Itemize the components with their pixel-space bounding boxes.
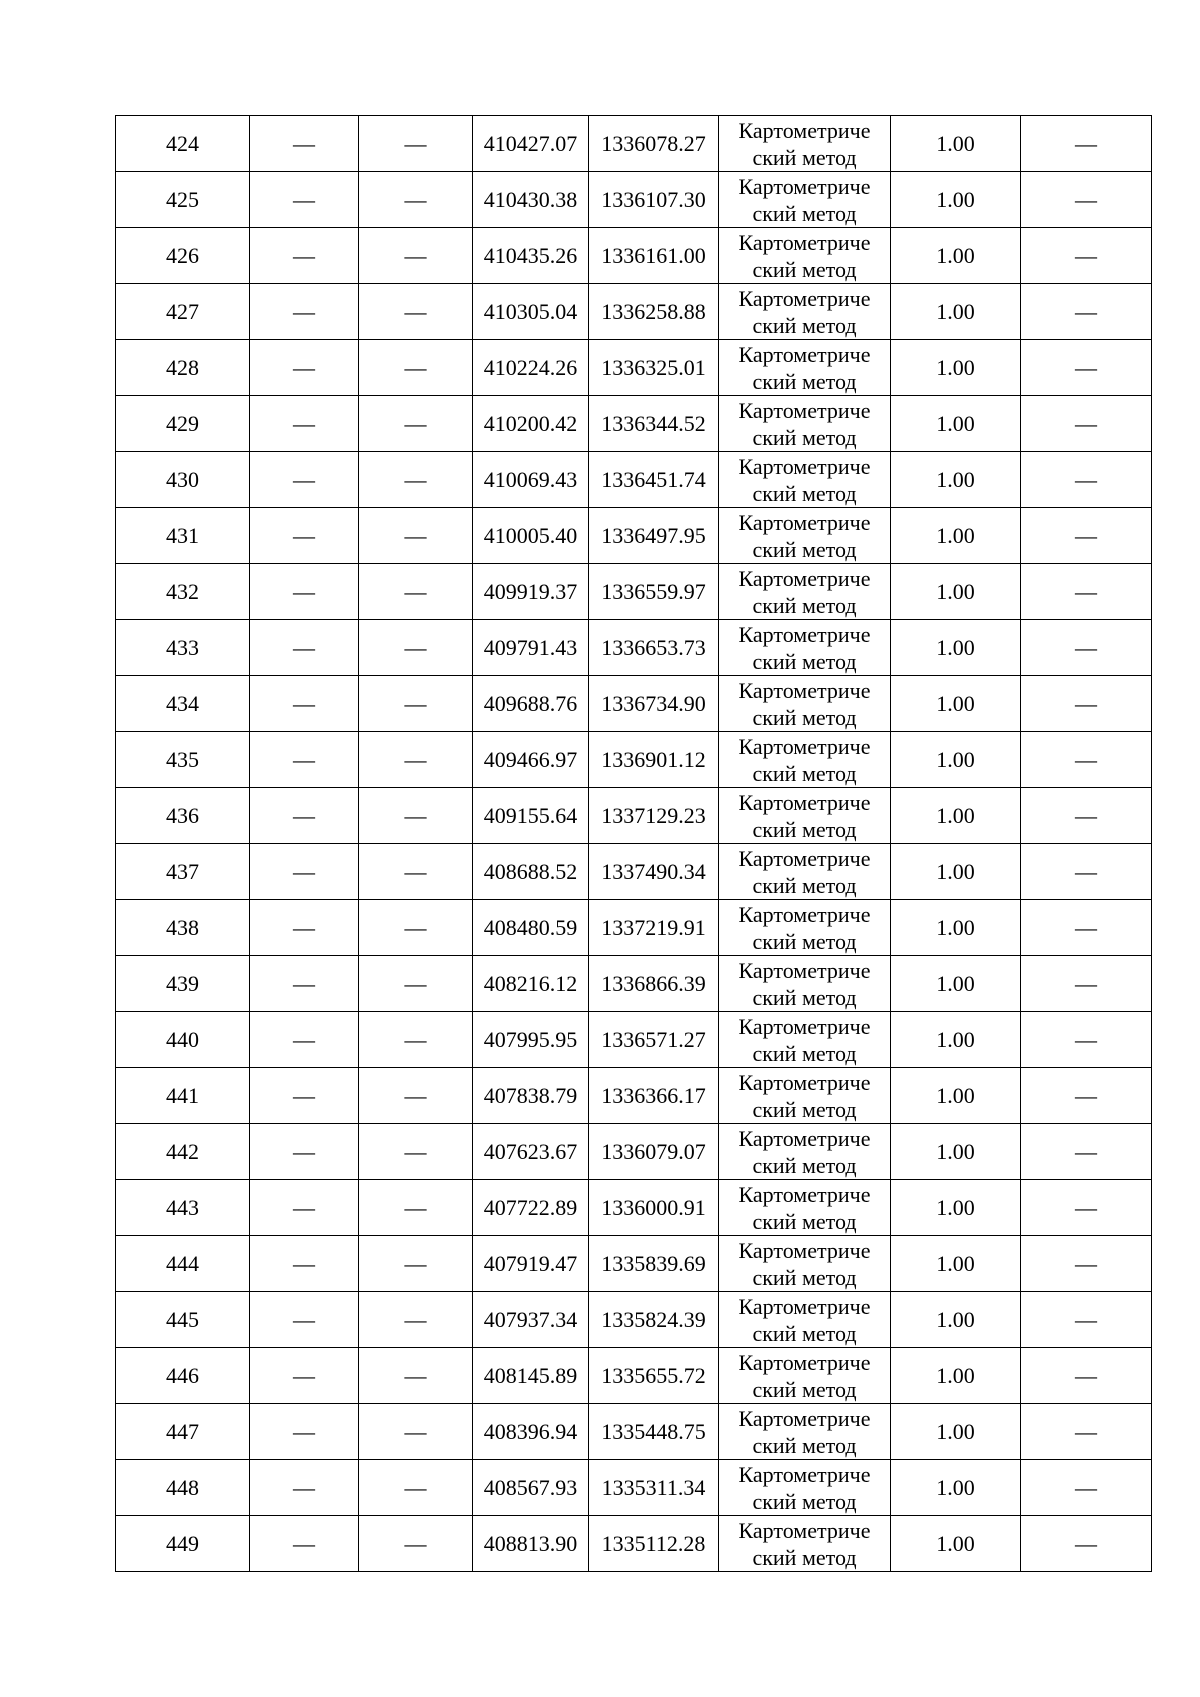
method-cell <box>719 508 891 564</box>
y-coordinate-cell: 1336451.74 <box>589 452 719 508</box>
empty-column-8-cell: — <box>1021 1236 1152 1292</box>
y-coordinate-cell: 1336344.52 <box>589 396 719 452</box>
method-line: Картометриче <box>738 1461 871 1487</box>
empty-column-2-cell: — <box>250 1236 359 1292</box>
empty-column-8-cell: — <box>1021 900 1152 956</box>
table-row <box>116 172 1152 228</box>
method-cell <box>719 1348 891 1404</box>
method-cell <box>719 452 891 508</box>
method-cell <box>719 1516 891 1572</box>
table-row <box>116 1404 1152 1460</box>
method-line: Картометриче <box>738 229 871 255</box>
method-line: ский метод <box>752 872 857 898</box>
precision-cell: 1.00 <box>891 1012 1021 1068</box>
empty-column-3-cell: — <box>359 508 473 564</box>
empty-column-8-cell: — <box>1021 1012 1152 1068</box>
table-row <box>116 620 1152 676</box>
y-coordinate-cell: 1335112.28 <box>589 1516 719 1572</box>
y-coordinate-cell: 1336734.90 <box>589 676 719 732</box>
x-coordinate-cell: 408688.52 <box>473 844 589 900</box>
precision-cell: 1.00 <box>891 732 1021 788</box>
empty-column-3-cell: — <box>359 452 473 508</box>
x-coordinate-cell: 407995.95 <box>473 1012 589 1068</box>
method-line: ский метод <box>752 1096 857 1122</box>
empty-column-3-cell: — <box>359 900 473 956</box>
method-cell <box>719 1068 891 1124</box>
method-line: Картометриче <box>738 173 871 199</box>
point-number-cell: 425 <box>116 172 250 228</box>
y-coordinate-cell: 1336653.73 <box>589 620 719 676</box>
empty-column-8-cell: — <box>1021 284 1152 340</box>
method-line: ский метод <box>752 704 857 730</box>
empty-column-2-cell: — <box>250 620 359 676</box>
empty-column-2-cell: — <box>250 172 359 228</box>
empty-column-8-cell: — <box>1021 564 1152 620</box>
empty-column-3-cell: — <box>359 1180 473 1236</box>
y-coordinate-cell: 1335311.34 <box>589 1460 719 1516</box>
empty-column-3-cell: — <box>359 172 473 228</box>
method-cell <box>719 1404 891 1460</box>
y-coordinate-cell: 1337490.34 <box>589 844 719 900</box>
precision-cell: 1.00 <box>891 1068 1021 1124</box>
empty-column-8-cell: — <box>1021 788 1152 844</box>
y-coordinate-cell: 1336901.12 <box>589 732 719 788</box>
empty-column-8-cell: — <box>1021 1404 1152 1460</box>
x-coordinate-cell: 408145.89 <box>473 1348 589 1404</box>
method-cell <box>719 1292 891 1348</box>
precision-cell: 1.00 <box>891 956 1021 1012</box>
method-line: Картометриче <box>738 957 871 983</box>
y-coordinate-cell: 1335839.69 <box>589 1236 719 1292</box>
x-coordinate-cell: 408396.94 <box>473 1404 589 1460</box>
method-line: Картометриче <box>738 1517 871 1543</box>
method-cell <box>719 788 891 844</box>
empty-column-3-cell: — <box>359 1460 473 1516</box>
method-line: ский метод <box>752 312 857 338</box>
precision-cell: 1.00 <box>891 1460 1021 1516</box>
method-line: Картометриче <box>738 1013 871 1039</box>
method-cell <box>719 1012 891 1068</box>
empty-column-8-cell: — <box>1021 676 1152 732</box>
method-cell <box>719 676 891 732</box>
x-coordinate-cell: 410427.07 <box>473 116 589 172</box>
empty-column-2-cell: — <box>250 1404 359 1460</box>
empty-column-8-cell: — <box>1021 172 1152 228</box>
empty-column-8-cell: — <box>1021 1292 1152 1348</box>
table-row <box>116 228 1152 284</box>
table-row <box>116 564 1152 620</box>
y-coordinate-cell: 1337129.23 <box>589 788 719 844</box>
empty-column-2-cell: — <box>250 284 359 340</box>
empty-column-8-cell: — <box>1021 452 1152 508</box>
empty-column-8-cell: — <box>1021 1460 1152 1516</box>
table-row <box>116 1236 1152 1292</box>
empty-column-3-cell: — <box>359 1516 473 1572</box>
x-coordinate-cell: 410069.43 <box>473 452 589 508</box>
empty-column-3-cell: — <box>359 676 473 732</box>
x-coordinate-cell: 410435.26 <box>473 228 589 284</box>
precision-cell: 1.00 <box>891 1124 1021 1180</box>
empty-column-8-cell: — <box>1021 228 1152 284</box>
empty-column-2-cell: — <box>250 564 359 620</box>
method-line: ский метод <box>752 1208 857 1234</box>
empty-column-2-cell: — <box>250 1012 359 1068</box>
table-row <box>116 1292 1152 1348</box>
precision-cell: 1.00 <box>891 788 1021 844</box>
coordinates-table <box>115 115 1152 1572</box>
x-coordinate-cell: 410224.26 <box>473 340 589 396</box>
precision-cell: 1.00 <box>891 1348 1021 1404</box>
precision-cell: 1.00 <box>891 340 1021 396</box>
point-number-cell: 446 <box>116 1348 250 1404</box>
empty-column-3-cell: — <box>359 1068 473 1124</box>
empty-column-3-cell: — <box>359 396 473 452</box>
method-line: ский метод <box>752 760 857 786</box>
y-coordinate-cell: 1335655.72 <box>589 1348 719 1404</box>
empty-column-2-cell: — <box>250 900 359 956</box>
empty-column-3-cell: — <box>359 228 473 284</box>
method-cell <box>719 116 891 172</box>
empty-column-8-cell: — <box>1021 956 1152 1012</box>
empty-column-2-cell: — <box>250 1292 359 1348</box>
method-line: ский метод <box>752 144 857 170</box>
method-line: Картометриче <box>738 341 871 367</box>
coordinates-table-body <box>116 116 1152 1572</box>
empty-column-2-cell: — <box>250 340 359 396</box>
x-coordinate-cell: 409155.64 <box>473 788 589 844</box>
precision-cell: 1.00 <box>891 564 1021 620</box>
empty-column-2-cell: — <box>250 732 359 788</box>
method-cell <box>719 732 891 788</box>
method-line: ский метод <box>752 592 857 618</box>
point-number-cell: 438 <box>116 900 250 956</box>
table-row <box>116 452 1152 508</box>
y-coordinate-cell: 1336078.27 <box>589 116 719 172</box>
method-line: Картометриче <box>738 1349 871 1375</box>
empty-column-2-cell: — <box>250 1068 359 1124</box>
empty-column-2-cell: — <box>250 1516 359 1572</box>
empty-column-3-cell: — <box>359 1348 473 1404</box>
y-coordinate-cell: 1336866.39 <box>589 956 719 1012</box>
precision-cell: 1.00 <box>891 900 1021 956</box>
x-coordinate-cell: 409919.37 <box>473 564 589 620</box>
table-row <box>116 284 1152 340</box>
empty-column-8-cell: — <box>1021 1348 1152 1404</box>
x-coordinate-cell: 407937.34 <box>473 1292 589 1348</box>
point-number-cell: 433 <box>116 620 250 676</box>
empty-column-8-cell: — <box>1021 340 1152 396</box>
y-coordinate-cell: 1336258.88 <box>589 284 719 340</box>
table-row <box>116 676 1152 732</box>
table-row <box>116 116 1152 172</box>
point-number-cell: 445 <box>116 1292 250 1348</box>
method-line: Картометриче <box>738 285 871 311</box>
empty-column-3-cell: — <box>359 732 473 788</box>
method-cell <box>719 844 891 900</box>
method-line: Картометриче <box>738 1181 871 1207</box>
precision-cell: 1.00 <box>891 228 1021 284</box>
method-line: ский метод <box>752 1040 857 1066</box>
point-number-cell: 437 <box>116 844 250 900</box>
empty-column-3-cell: — <box>359 956 473 1012</box>
precision-cell: 1.00 <box>891 676 1021 732</box>
precision-cell: 1.00 <box>891 1404 1021 1460</box>
empty-column-2-cell: — <box>250 788 359 844</box>
method-line: ский метод <box>752 648 857 674</box>
precision-cell: 1.00 <box>891 1236 1021 1292</box>
method-line: Картометриче <box>738 1237 871 1263</box>
table-row <box>116 956 1152 1012</box>
method-line: Картометриче <box>738 453 871 479</box>
empty-column-2-cell: — <box>250 228 359 284</box>
y-coordinate-cell: 1335824.39 <box>589 1292 719 1348</box>
method-cell <box>719 340 891 396</box>
point-number-cell: 429 <box>116 396 250 452</box>
empty-column-8-cell: — <box>1021 1180 1152 1236</box>
method-line: Картометриче <box>738 1069 871 1095</box>
precision-cell: 1.00 <box>891 1516 1021 1572</box>
empty-column-2-cell: — <box>250 1348 359 1404</box>
x-coordinate-cell: 407722.89 <box>473 1180 589 1236</box>
empty-column-2-cell: — <box>250 1180 359 1236</box>
empty-column-3-cell: — <box>359 1404 473 1460</box>
method-line: ский метод <box>752 200 857 226</box>
method-line: ский метод <box>752 1432 857 1458</box>
precision-cell: 1.00 <box>891 172 1021 228</box>
method-line: Картометриче <box>738 1125 871 1151</box>
point-number-cell: 424 <box>116 116 250 172</box>
y-coordinate-cell: 1336079.07 <box>589 1124 719 1180</box>
y-coordinate-cell: 1336107.30 <box>589 172 719 228</box>
method-cell <box>719 956 891 1012</box>
method-line: ский метод <box>752 1264 857 1290</box>
method-cell <box>719 284 891 340</box>
empty-column-8-cell: — <box>1021 1068 1152 1124</box>
method-line: ский метод <box>752 1152 857 1178</box>
method-line: ский метод <box>752 928 857 954</box>
method-cell <box>719 620 891 676</box>
empty-column-3-cell: — <box>359 1124 473 1180</box>
empty-column-3-cell: — <box>359 1012 473 1068</box>
method-line: Картометриче <box>738 845 871 871</box>
method-line: Картометриче <box>738 1293 871 1319</box>
x-coordinate-cell: 407623.67 <box>473 1124 589 1180</box>
empty-column-8-cell: — <box>1021 732 1152 788</box>
method-line: ский метод <box>752 368 857 394</box>
empty-column-2-cell: — <box>250 956 359 1012</box>
method-line: Картометриче <box>738 1405 871 1431</box>
method-cell <box>719 1180 891 1236</box>
method-line: ский метод <box>752 984 857 1010</box>
x-coordinate-cell: 408480.59 <box>473 900 589 956</box>
method-line: ский метод <box>752 1544 857 1570</box>
table-row <box>116 788 1152 844</box>
method-cell <box>719 228 891 284</box>
empty-column-8-cell: — <box>1021 396 1152 452</box>
precision-cell: 1.00 <box>891 396 1021 452</box>
method-line: Картометриче <box>738 117 871 143</box>
precision-cell: 1.00 <box>891 508 1021 564</box>
method-cell <box>719 900 891 956</box>
point-number-cell: 431 <box>116 508 250 564</box>
x-coordinate-cell: 407838.79 <box>473 1068 589 1124</box>
method-cell <box>719 564 891 620</box>
empty-column-3-cell: — <box>359 620 473 676</box>
empty-column-3-cell: — <box>359 340 473 396</box>
table-row <box>116 1180 1152 1236</box>
precision-cell: 1.00 <box>891 620 1021 676</box>
x-coordinate-cell: 410430.38 <box>473 172 589 228</box>
point-number-cell: 444 <box>116 1236 250 1292</box>
point-number-cell: 440 <box>116 1012 250 1068</box>
empty-column-3-cell: — <box>359 788 473 844</box>
y-coordinate-cell: 1336571.27 <box>589 1012 719 1068</box>
table-row <box>116 1012 1152 1068</box>
empty-column-2-cell: — <box>250 1124 359 1180</box>
method-cell <box>719 1124 891 1180</box>
table-row <box>116 340 1152 396</box>
method-line: Картометриче <box>738 677 871 703</box>
point-number-cell: 443 <box>116 1180 250 1236</box>
empty-column-8-cell: — <box>1021 508 1152 564</box>
method-line: Картометриче <box>738 621 871 647</box>
empty-column-2-cell: — <box>250 396 359 452</box>
point-number-cell: 439 <box>116 956 250 1012</box>
empty-column-8-cell: — <box>1021 1516 1152 1572</box>
empty-column-3-cell: — <box>359 1236 473 1292</box>
y-coordinate-cell: 1336559.97 <box>589 564 719 620</box>
method-line: ский метод <box>752 1488 857 1514</box>
empty-column-8-cell: — <box>1021 620 1152 676</box>
point-number-cell: 435 <box>116 732 250 788</box>
method-line: ский метод <box>752 1320 857 1346</box>
point-number-cell: 442 <box>116 1124 250 1180</box>
precision-cell: 1.00 <box>891 452 1021 508</box>
method-cell <box>719 1236 891 1292</box>
empty-column-3-cell: — <box>359 564 473 620</box>
point-number-cell: 436 <box>116 788 250 844</box>
y-coordinate-cell: 1337219.91 <box>589 900 719 956</box>
method-line: ский метод <box>752 816 857 842</box>
method-cell <box>719 1460 891 1516</box>
method-line: ский метод <box>752 1376 857 1402</box>
point-number-cell: 432 <box>116 564 250 620</box>
method-line: Картометриче <box>738 789 871 815</box>
table-row <box>116 900 1152 956</box>
table-row <box>116 1516 1152 1572</box>
method-line: ский метод <box>752 424 857 450</box>
precision-cell: 1.00 <box>891 116 1021 172</box>
empty-column-8-cell: — <box>1021 1124 1152 1180</box>
method-line: Картометриче <box>738 901 871 927</box>
method-line: ский метод <box>752 480 857 506</box>
point-number-cell: 426 <box>116 228 250 284</box>
x-coordinate-cell: 409688.76 <box>473 676 589 732</box>
precision-cell: 1.00 <box>891 284 1021 340</box>
precision-cell: 1.00 <box>891 844 1021 900</box>
empty-column-3-cell: — <box>359 284 473 340</box>
x-coordinate-cell: 408216.12 <box>473 956 589 1012</box>
method-cell <box>719 396 891 452</box>
empty-column-3-cell: — <box>359 844 473 900</box>
table-row <box>116 1348 1152 1404</box>
table-row <box>116 732 1152 788</box>
point-number-cell: 428 <box>116 340 250 396</box>
table-row <box>116 1460 1152 1516</box>
y-coordinate-cell: 1336161.00 <box>589 228 719 284</box>
method-cell <box>719 172 891 228</box>
empty-column-2-cell: — <box>250 676 359 732</box>
x-coordinate-cell: 410005.40 <box>473 508 589 564</box>
empty-column-8-cell: — <box>1021 844 1152 900</box>
x-coordinate-cell: 410200.42 <box>473 396 589 452</box>
method-line: Картометриче <box>738 565 871 591</box>
method-line: Картометриче <box>738 733 871 759</box>
x-coordinate-cell: 409791.43 <box>473 620 589 676</box>
point-number-cell: 441 <box>116 1068 250 1124</box>
method-line: Картометриче <box>738 397 871 423</box>
method-line: Картометриче <box>738 509 871 535</box>
table-row <box>116 1068 1152 1124</box>
point-number-cell: 434 <box>116 676 250 732</box>
table-row <box>116 1124 1152 1180</box>
point-number-cell: 447 <box>116 1404 250 1460</box>
empty-column-3-cell: — <box>359 1292 473 1348</box>
empty-column-2-cell: — <box>250 116 359 172</box>
table-row <box>116 508 1152 564</box>
precision-cell: 1.00 <box>891 1180 1021 1236</box>
empty-column-2-cell: — <box>250 844 359 900</box>
method-line: ский метод <box>752 256 857 282</box>
y-coordinate-cell: 1336000.91 <box>589 1180 719 1236</box>
table-row <box>116 396 1152 452</box>
y-coordinate-cell: 1336497.95 <box>589 508 719 564</box>
point-number-cell: 448 <box>116 1460 250 1516</box>
y-coordinate-cell: 1336366.17 <box>589 1068 719 1124</box>
point-number-cell: 449 <box>116 1516 250 1572</box>
x-coordinate-cell: 408567.93 <box>473 1460 589 1516</box>
x-coordinate-cell: 409466.97 <box>473 732 589 788</box>
point-number-cell: 430 <box>116 452 250 508</box>
x-coordinate-cell: 410305.04 <box>473 284 589 340</box>
method-line: ский метод <box>752 536 857 562</box>
point-number-cell: 427 <box>116 284 250 340</box>
empty-column-3-cell: — <box>359 116 473 172</box>
table-row <box>116 844 1152 900</box>
x-coordinate-cell: 407919.47 <box>473 1236 589 1292</box>
empty-column-8-cell: — <box>1021 116 1152 172</box>
precision-cell: 1.00 <box>891 1292 1021 1348</box>
y-coordinate-cell: 1336325.01 <box>589 340 719 396</box>
x-coordinate-cell: 408813.90 <box>473 1516 589 1572</box>
empty-column-2-cell: — <box>250 452 359 508</box>
empty-column-2-cell: — <box>250 508 359 564</box>
empty-column-2-cell: — <box>250 1460 359 1516</box>
y-coordinate-cell: 1335448.75 <box>589 1404 719 1460</box>
